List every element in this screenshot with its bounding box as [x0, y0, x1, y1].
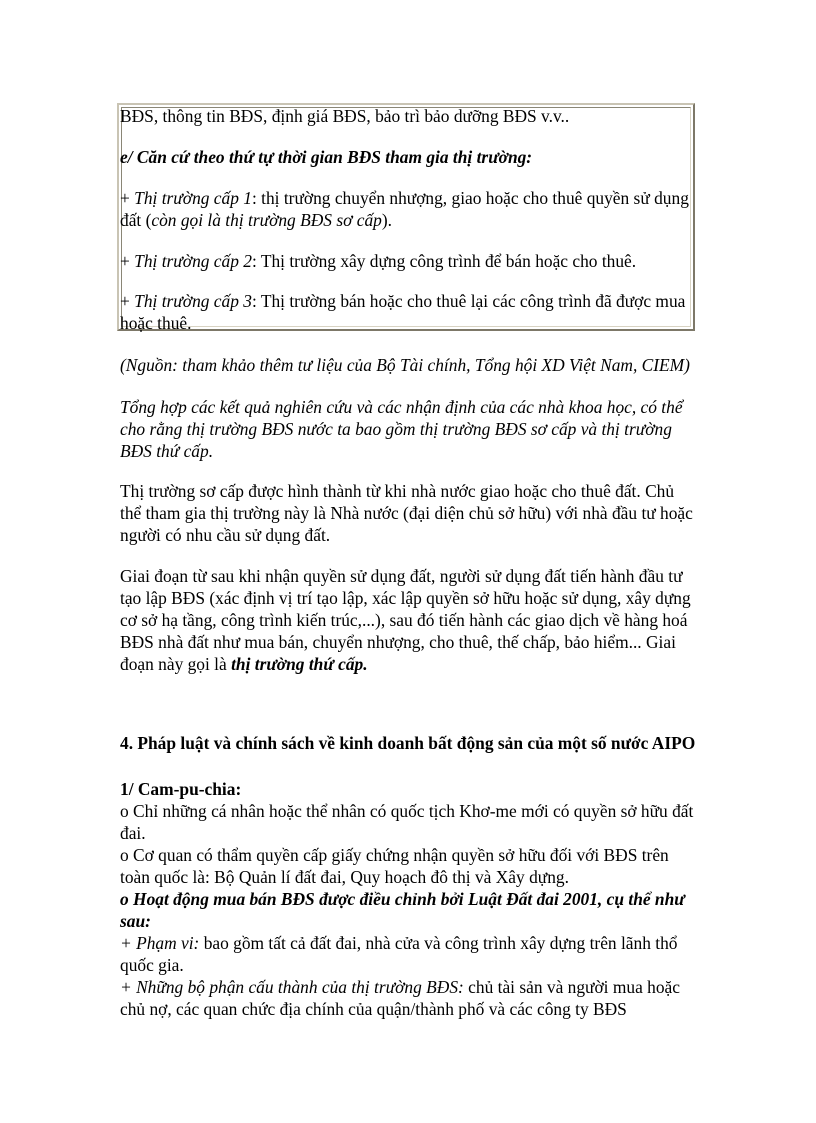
level2-line: + Thị trường cấp 2: Thị trường xây dựng công trình để bán hoặc cho thuê. [120, 251, 637, 271]
cambodia-heading: 1/ Cam-pu-chia: [120, 779, 242, 799]
source-note: (Nguồn: tham khảo thêm tư liệu của Bộ Tài chính, Tổng hội XD Việt Nam, CIEM) [120, 355, 690, 375]
cambodia-item3-cont: sau: [120, 911, 151, 931]
cambodia-scope-cont: quốc gia. [120, 955, 184, 975]
secondary-line-1: Giai đoạn từ sau khi nhận quyền sử dụng đất, người sử dụng đất tiến hành đầu tư [120, 566, 683, 586]
heading-e: e/ Căn cứ theo thứ tự thời gian BĐS tham gia thị trường: [120, 147, 533, 167]
cambodia-item2: o Cơ quan có thẩm quyền cấp giấy chứng nhận quyền sở hữu đối với BĐS trên [120, 845, 669, 865]
secondary-line-2: tạo lập BĐS (xác định vị trí tạo lập, xác lập quyền sở hữu hoặc sử dụng, xây dựng [120, 588, 691, 608]
level3-cont: hoặc thuê. [120, 313, 192, 333]
cambodia-item2-cont: toàn quốc là: Bộ Quản lí đất đai, Quy hoạch đô thị và Xây dựng. [120, 867, 569, 887]
primary-line-1: Thị trường sơ cấp được hình thành từ khi nhà nước giao hoặc cho thuê đất. Chủ [120, 481, 675, 501]
cambodia-parts-cont: chủ nợ, các quan chức địa chính của quận/thành phố và các công ty BĐS [120, 999, 627, 1019]
summary-line-2: cho rằng thị trường BĐS nước ta bao gồm thị trường BĐS sơ cấp và thị trường [120, 419, 672, 439]
cambodia-item1-cont: đai. [120, 823, 146, 843]
section-4-title: 4. Pháp luật và chính sách về kinh doanh bất động sản của một số nước AIPO [120, 733, 696, 753]
box-line-1: BĐS, thông tin BĐS, định giá BĐS, bảo trì bảo dưỡng BĐS v.v.. [120, 106, 570, 126]
primary-line-2: thể tham gia thị trường này là Nhà nước (đại diện chủ sở hữu) với nhà đầu tư hoặc [120, 503, 693, 523]
cambodia-item3: o Hoạt động mua bán BĐS được điều chỉnh bởi Luật Đất đai 2001, cụ thể như [120, 889, 685, 909]
summary-line-1: Tổng hợp các kết quả nghiên cứu và các nhận định của các nhà khoa học, có thể [120, 397, 683, 417]
cambodia-item1: o Chỉ những cá nhân hoặc thể nhân có quốc tịch Khơ-me mới có quyền sở hữu đất [120, 801, 694, 821]
cambodia-scope: + Phạm vi: bao gồm tất cả đất đai, nhà cửa và công trình xây dựng trên lãnh thổ [120, 933, 678, 953]
level3-line: + Thị trường cấp 3: Thị trường bán hoặc cho thuê lại các công trình đã được mua [120, 291, 686, 311]
secondary-line-3: cơ sở hạ tầng, công trình kiến trúc,...), sau đó tiến hành các giao dịch về hàng hoá [120, 610, 688, 630]
cambodia-parts: + Những bộ phận cấu thành của thị trường BĐS: chủ tài sản và người mua hoặc [120, 977, 680, 997]
level1-line: + Thị trường cấp 1: thị trường chuyển nhượng, giao hoặc cho thuê quyền sử dụng [120, 188, 689, 208]
summary-line-3: BĐS thứ cấp. [120, 441, 214, 461]
primary-line-3: người có nhu cầu sử dụng đất. [120, 525, 331, 545]
secondary-line-5: đoạn này gọi là thị trường thứ cấp. [120, 654, 368, 674]
level1-cont: đất (còn gọi là thị trường BĐS sơ cấp). [120, 210, 392, 230]
secondary-line-4: BĐS nhà đất như mua bán, chuyển nhượng, cho thuê, thế chấp, bảo hiểm... Giai [120, 632, 676, 652]
